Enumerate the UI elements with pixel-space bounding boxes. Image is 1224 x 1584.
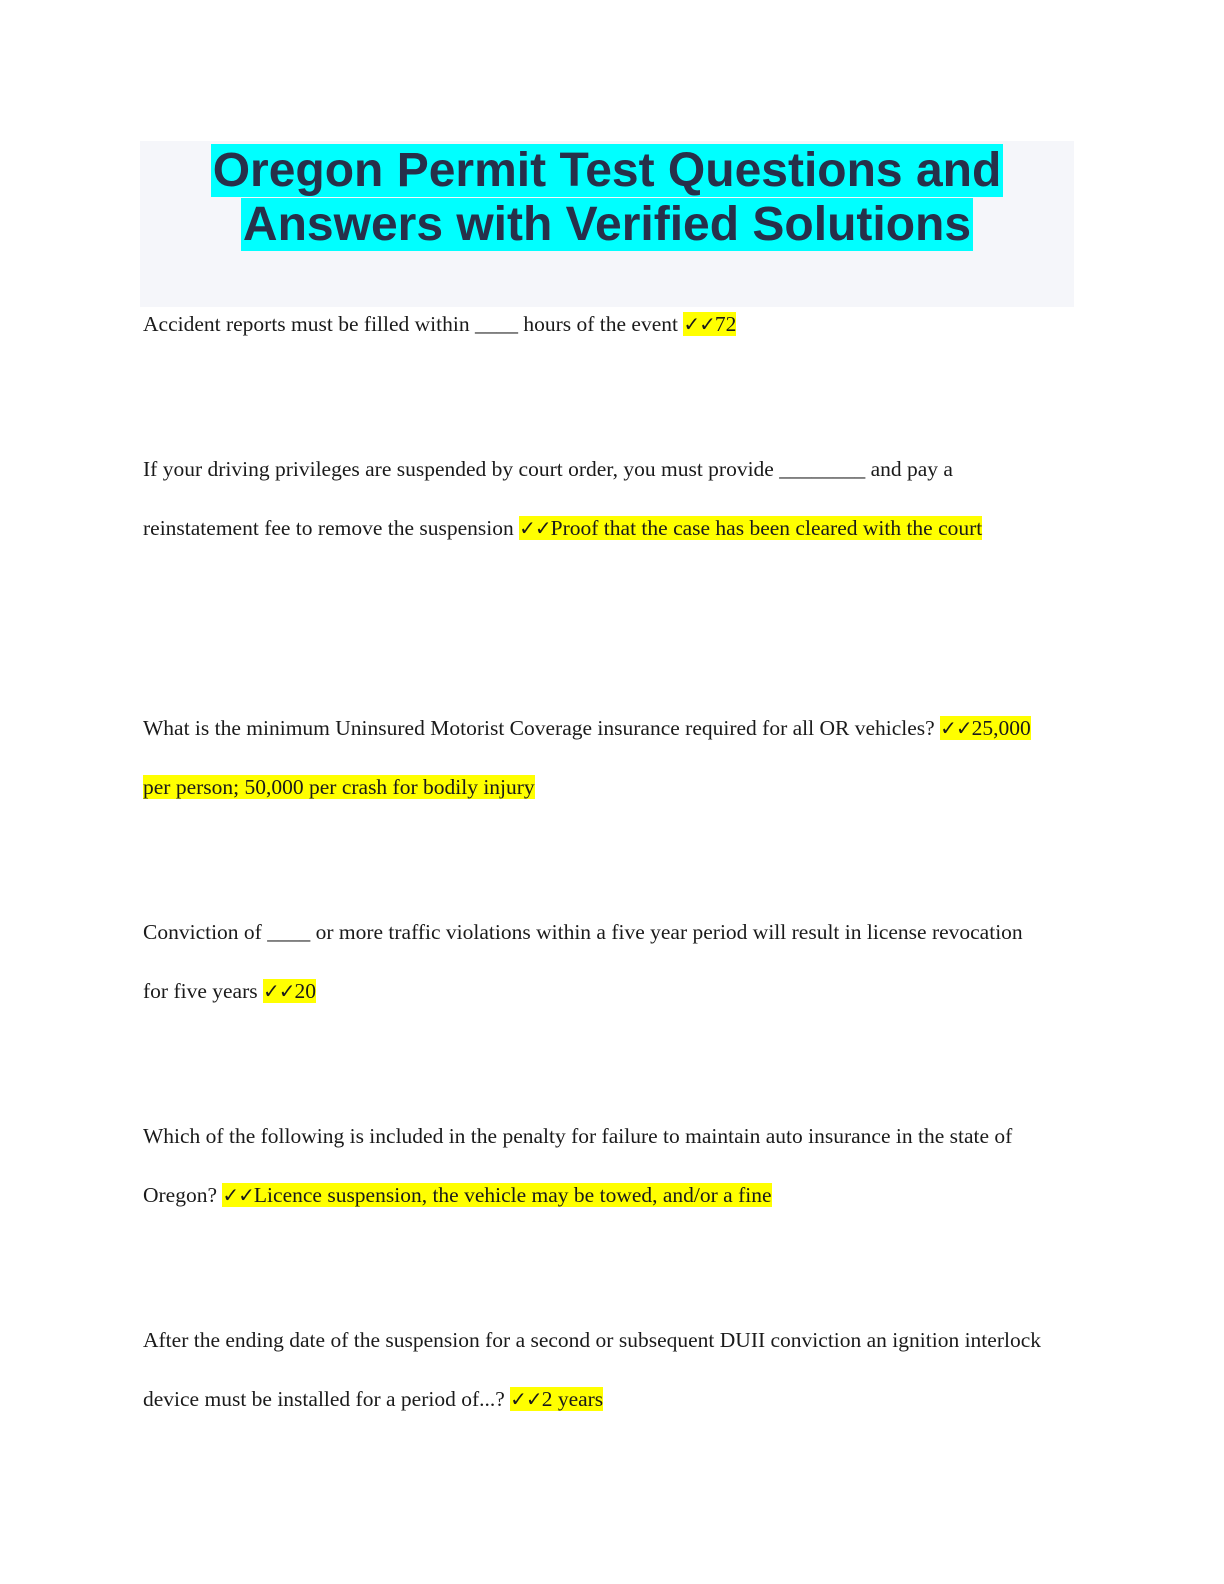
title-line-1: Oregon Permit Test Questions and [212, 144, 1002, 197]
answer-text: 72 [714, 312, 737, 336]
question-text: After the ending date of the suspension for a second or subsequent DUII conviction an ignition interlock device must be installed for a period of...? [143, 1328, 1041, 1411]
double-check-icon: ✓✓ [683, 312, 715, 336]
double-check-icon: ✓✓ [510, 1386, 542, 1411]
answer-text: Proof that the case has been cleared with the court [550, 515, 983, 540]
answer-highlight [519, 516, 982, 540]
page-title [140, 141, 1074, 252]
answer-text: 20 [294, 978, 316, 1003]
title-line-2: Answers with Verified Solutions [242, 198, 972, 251]
question-text: If your driving privileges are suspended by court order, you must provide ________ and pay a reinstatement fee to remove the suspension [143, 457, 953, 540]
qa-item-1 [143, 295, 1053, 354]
qa-item-5 [143, 1107, 1053, 1224]
question-text: Conviction of ____ or more traffic violations within a five year period will result in license revocation for five years [143, 920, 1023, 1003]
double-check-icon: ✓✓ [222, 1182, 254, 1207]
question-text: Accident reports must be filled within ____ hours of the event [143, 312, 684, 336]
answer-highlight [510, 1387, 603, 1411]
qa-item-2 [143, 440, 1053, 557]
qa-item-6 [143, 1311, 1053, 1428]
double-check-icon: ✓✓ [262, 978, 295, 1003]
title-banner [140, 141, 1074, 307]
answer-highlight [222, 1183, 771, 1207]
question-text: What is the minimum Uninsured Motorist Coverage insurance required for all OR vehicles? [143, 716, 941, 740]
qa-item-3 [143, 699, 1053, 816]
answer-highlight [263, 979, 316, 1003]
double-check-icon: ✓✓ [940, 716, 972, 740]
answer-text: Licence suspension, the vehicle may be towed, and/or a fine [253, 1182, 772, 1207]
answer-text: 25,000 per person; 50,000 per crash for bodily injury [143, 716, 1031, 799]
answer-highlight [683, 312, 736, 336]
answer-text: 2 years [541, 1386, 604, 1411]
question-text: Which of the following is included in the penalty for failure to maintain auto insurance in the state of Oregon? [143, 1124, 1013, 1207]
qa-item-4 [143, 903, 1053, 1020]
double-check-icon: ✓✓ [519, 515, 551, 540]
